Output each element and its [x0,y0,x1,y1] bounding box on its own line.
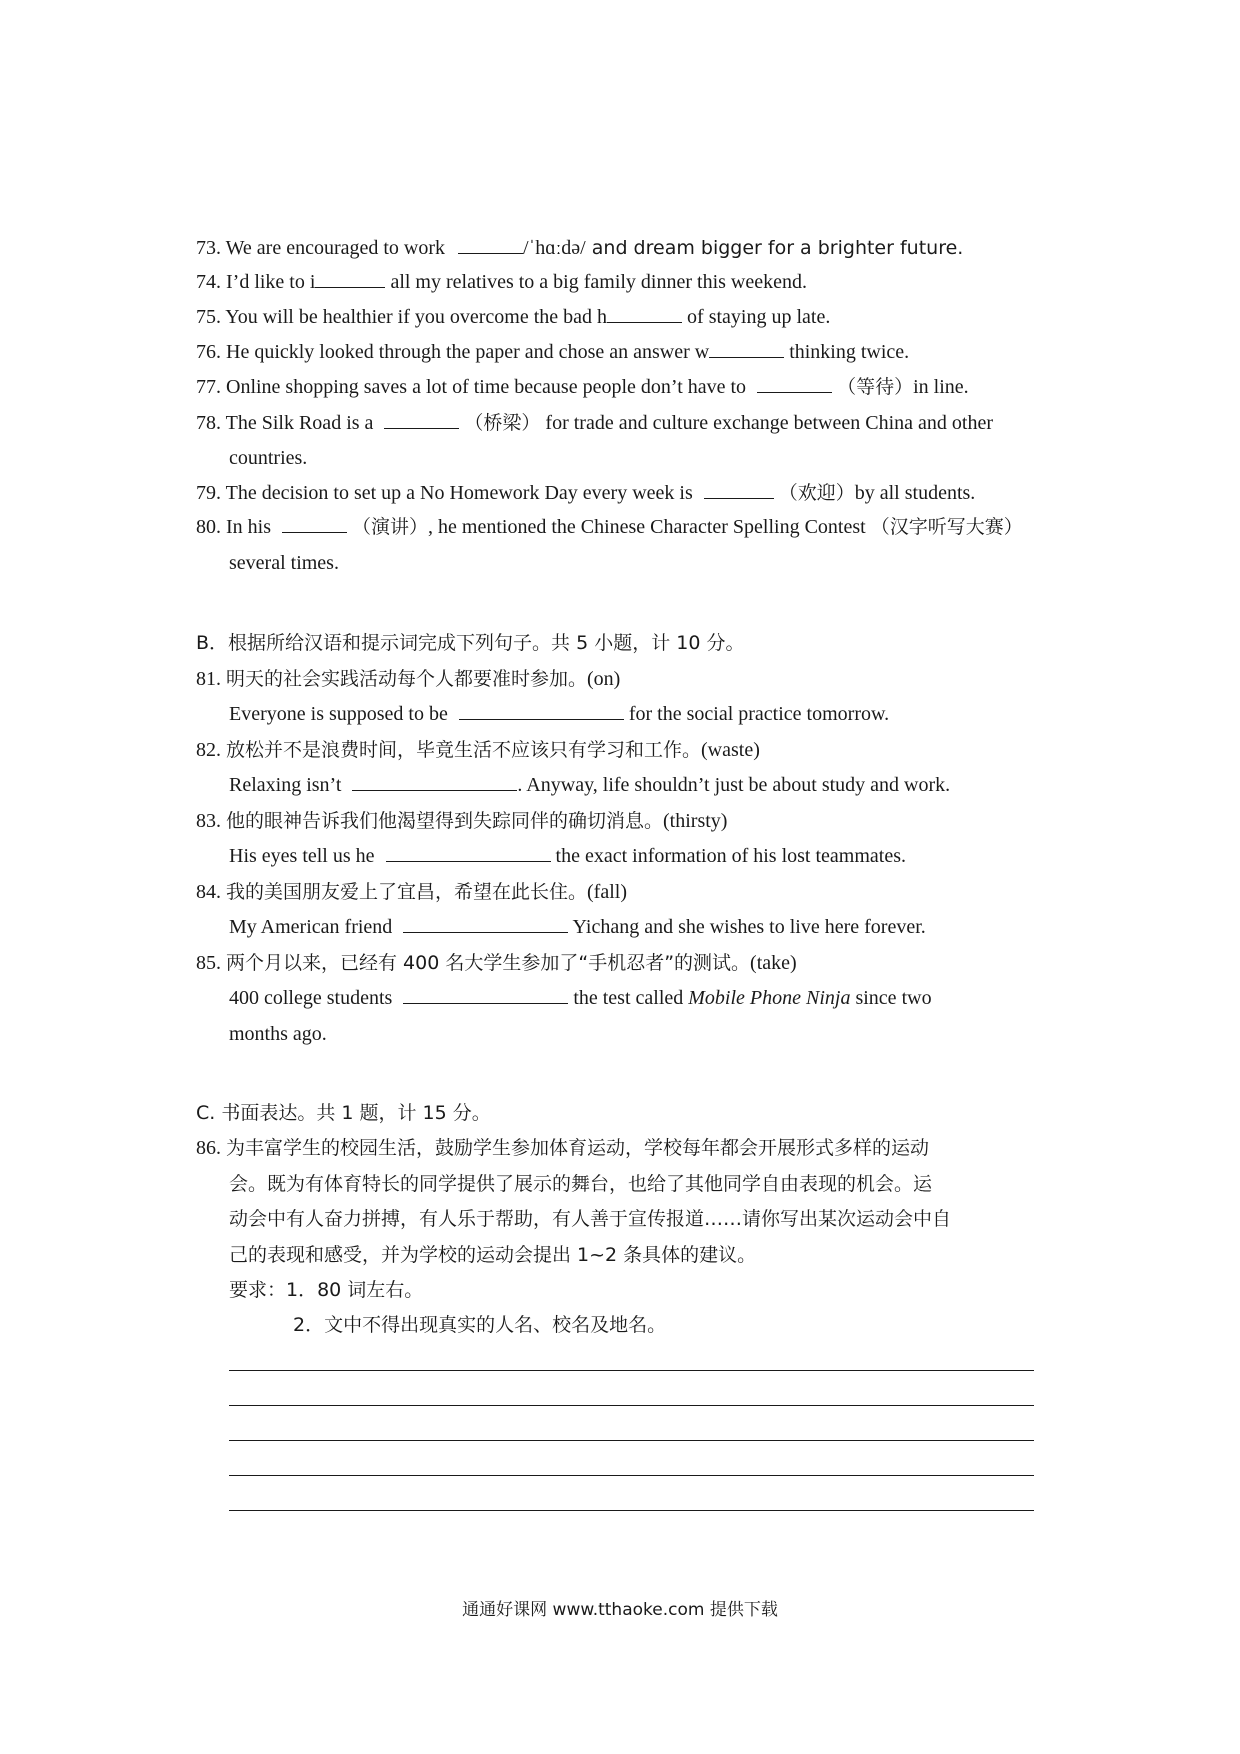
question-74: 74. I’d like to i all my relatives to a big family dinner this weekend. [196,267,807,297]
answer-blank[interactable] [607,302,682,323]
question-80: 80. In his （演讲）, he mentioned the Chinese Character Spelling Contest （汉字听写大赛） [196,512,1023,542]
question-81-prompt: 81. 明天的社会实践活动每个人都要准时参加。(on) [196,668,621,690]
answer-blank[interactable] [384,408,459,429]
question-86-line-2: 会。既为有体育特长的同学提供了展示的舞台，也给了其他同学自由表现的机会。运 [229,1173,933,1195]
question-81-sentence: Everyone is supposed to be for the social practice tomorrow. [229,699,889,729]
answer-blank[interactable] [757,372,832,393]
question-78: 78. The Silk Road is a （桥梁） for trade and culture exchange between China and other [196,408,993,438]
question-83-sentence: His eyes tell us he the exact information of his lost teammates. [229,841,906,871]
question-85-prompt: 85. 两个月以来，已经有 400 名大学生参加了“手机忍者”的测试。(take) [196,952,797,974]
writing-line[interactable] [229,1405,1034,1406]
requirement-2: 2．文中不得出现真实的人名、校名及地名。 [293,1314,667,1336]
answer-blank[interactable] [403,912,568,933]
writing-line[interactable] [229,1475,1034,1476]
question-77: 77. Online shopping saves a lot of time because people don’t have to （等待）in line. [196,372,969,402]
writing-line[interactable] [229,1370,1034,1371]
answer-blank[interactable] [709,337,784,358]
answer-blank[interactable] [352,770,517,791]
answer-blank[interactable] [315,267,385,288]
question-86-line-1: 86. 为丰富学生的校园生活，鼓励学生参加体育运动，学校每年都会开展形式多样的运动 [196,1137,930,1159]
answer-blank[interactable] [458,233,523,254]
question-82-prompt: 82. 放松并不是浪费时间，毕竟生活不应该只有学习和工作。(waste) [196,739,760,761]
question-85-continued: months ago. [229,1023,327,1045]
question-80-continued: several times. [229,552,339,574]
question-79: 79. The decision to set up a No Homework Day every week is （欢迎）by all students. [196,478,975,508]
question-76: 76. He quickly looked through the paper and chose an answer w thinking twice. [196,337,909,367]
answer-blank[interactable] [403,983,568,1004]
question-83-prompt: 83. 他的眼神告诉我们他渴望得到失踪同伴的确切消息。(thirsty) [196,810,728,832]
question-75: 75. You will be healthier if you overcome the bad h of staying up late. [196,302,830,332]
question-85-sentence: 400 college students the test called Mobile Phone Ninja since two [229,983,932,1013]
question-84-prompt: 84. 我的美国朋友爱上了宜昌，希望在此长住。(fall) [196,881,627,903]
footer-credit: 通通好课网 www.tthaoke.com 提供下载 [462,1600,778,1620]
question-84-sentence: My American friend Yichang and she wishes to live here forever. [229,912,926,942]
writing-line[interactable] [229,1510,1034,1511]
question-82-sentence: Relaxing isn’t . Anyway, life shouldn’t just be about study and work. [229,770,950,800]
part-b-heading: B．根据所给汉语和提示词完成下列句子。共 5 小题，计 10 分。 [196,632,745,654]
answer-blank[interactable] [386,841,551,862]
writing-line[interactable] [229,1440,1034,1441]
requirement-1: 要求：1．80 词左右。 [229,1279,424,1301]
answer-blank[interactable] [704,478,774,499]
question-73: 73. We are encouraged to work /ˈhɑːdə/ and dream bigger for a brighter future. [196,233,963,263]
answer-blank[interactable] [459,699,624,720]
part-c-heading: C. 书面表达。共 1 题，计 15 分。 [196,1102,491,1124]
answer-blank[interactable] [282,512,347,533]
question-78-continued: countries. [229,447,308,469]
question-86-line-3: 动会中有人奋力拼搏，有人乐于帮助，有人善于宣传报道……请你写出某次运动会中自 [229,1208,952,1230]
question-86-line-4: 己的表现和感受，并为学校的运动会提出 1~2 条具体的建议。 [229,1244,757,1266]
